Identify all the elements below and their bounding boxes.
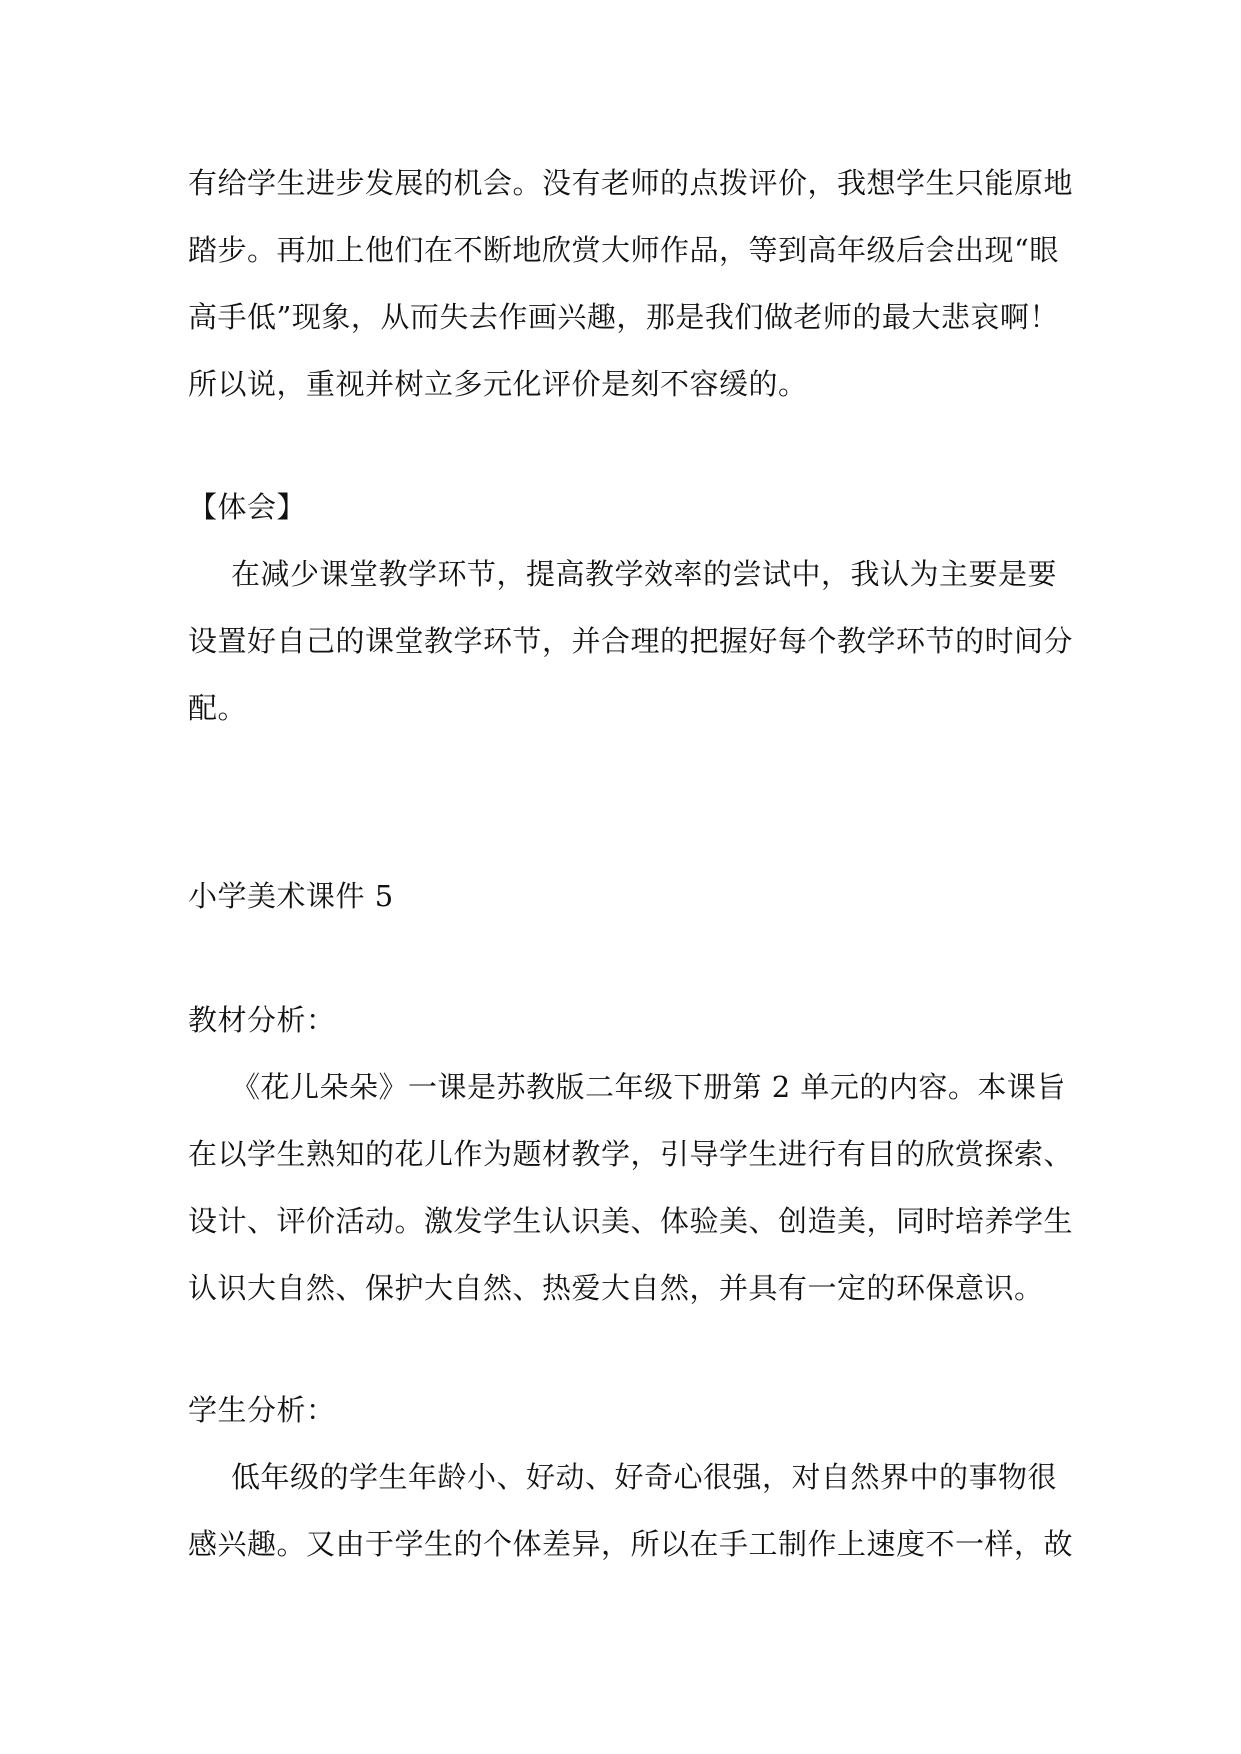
paragraph-line: 所以说，重视并树立多元化评价是刻不容缓的。	[188, 367, 808, 401]
paragraph-line: 设计、评价活动。激发学生认识美、体验美、创造美，同时培养学生	[188, 1204, 1074, 1238]
paragraph-line: 设置好自己的课堂教学环节，并合理的把握好每个教学环节的时间分	[188, 624, 1074, 658]
paragraph-line: 认识大自然、保护大自然、热爱大自然，并具有一定的环保意识。	[188, 1271, 1044, 1305]
paragraph-line: 在以学生熟知的花儿作为题材教学，引导学生进行有目的欣赏探索、	[188, 1137, 1074, 1171]
document-title: 小学美术课件 5	[188, 879, 394, 913]
paragraph-line: 感兴趣。又由于学生的个体差异，所以在手工制作上速度不一样，故	[188, 1527, 1074, 1561]
paragraph-line: 《花儿朵朵》一课是苏教版二年级下册第 2 单元的内容。本课旨	[231, 1070, 1066, 1104]
paragraph-line: 在减少课堂教学环节，提高教学效率的尝试中，我认为主要是要	[231, 557, 1058, 591]
section-heading: 学生分析：	[188, 1393, 336, 1427]
paragraph-line: 低年级的学生年龄小、好动、好奇心很强，对自然界中的事物很	[231, 1460, 1058, 1494]
paragraph-line: 配。	[188, 691, 248, 725]
paragraph-line: 高手低”现象，从而失去作画兴趣，那是我们做老师的最大悲哀啊！	[188, 300, 1059, 334]
section-heading: 教材分析：	[188, 1003, 336, 1037]
section-heading: 【体会】	[188, 490, 307, 524]
paragraph-line: 踏步。再加上他们在不断地欣赏大师作品，等到高年级后会出现“眼	[188, 233, 1059, 267]
paragraph-line: 有给学生进步发展的机会。没有老师的点拨评价，我想学生只能原地	[188, 166, 1074, 200]
